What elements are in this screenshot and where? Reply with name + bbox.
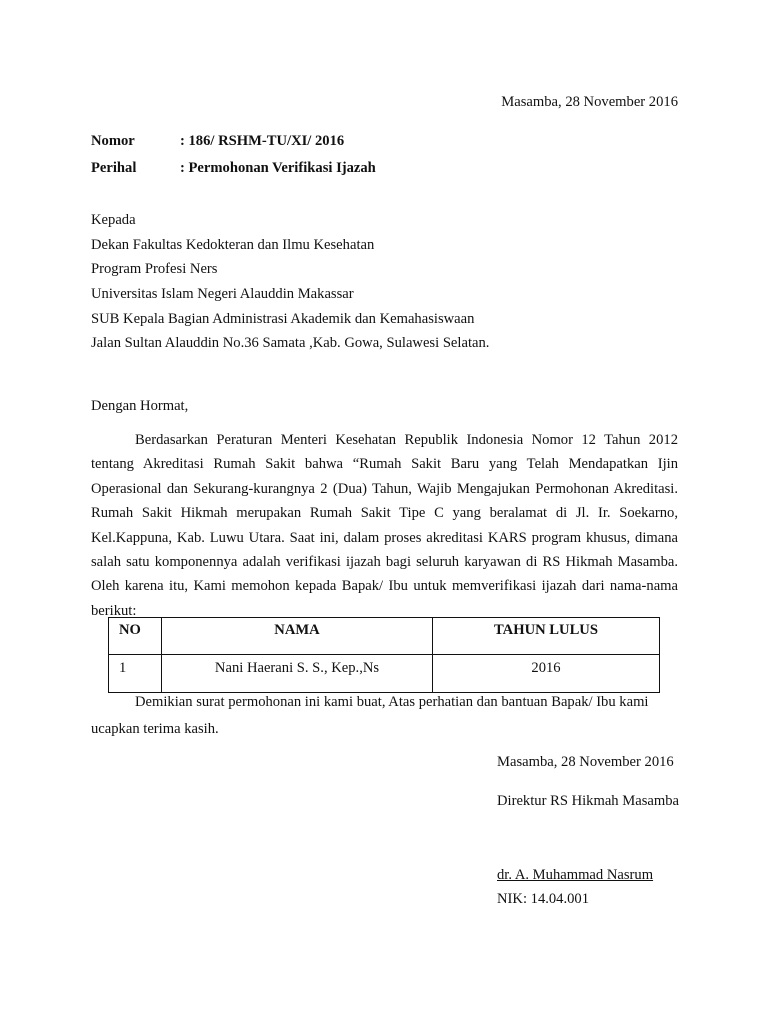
header-no: NO <box>109 618 162 655</box>
signatory-nik: NIK: 14.04.001 <box>497 891 590 907</box>
name-table <box>108 617 660 693</box>
table-row <box>109 655 660 693</box>
closing-paragraph: Demikian surat permohonan ini kami buat, Atas perhatian dan bantuan Bapak/ Ibu kami ucapkan terima kasih. <box>91 694 649 737</box>
recipient-line: Kepada <box>91 212 136 228</box>
recipient-line: Program Profesi Ners <box>91 261 218 277</box>
table-header-row <box>109 618 660 655</box>
recipient-line: Universitas Islam Negeri Alauddin Makassar <box>91 286 354 302</box>
perihal-value: : Permohonan Verifikasi Ijazah <box>180 160 376 176</box>
signature-title: Direktur RS Hikmah Masamba <box>497 793 679 809</box>
signatory-name: dr. A. Muhammad Nasrum <box>497 867 654 883</box>
nomor-label: Nomor <box>91 133 135 149</box>
signature-date: Masamba, 28 November 2016 <box>497 754 674 770</box>
nomor-value: : 186/ RSHM-TU/XI/ 2016 <box>180 133 345 149</box>
recipient-line: SUB Kepala Bagian Administrasi Akademik dan Kemahasiswaan <box>91 311 475 327</box>
perihal-label: Perihal <box>91 160 137 176</box>
cell-no: 1 <box>109 655 162 693</box>
letter-date: Masamba, 28 November 2016 <box>501 94 678 110</box>
body-paragraph: Berdasarkan Peraturan Menteri Kesehatan Republik Indonesia Nomor 12 Tahun 2012 tentang Akreditasi Rumah Sakit bahwa “Rumah Sakit Baru yang Telah Mendapatkan Ijin Operasional dan Sekurang-kurangnya 2 (Dua) Tahun, Wajib Mengajukan Permohonan Akreditasi. Rumah Sakit Hikmah merupakan Rumah Sakit Tipe C yang beralamat di Jl. Ir. Soekarno, Kel.Kappuna, Kab. Luwu Utara. Saat ini, dalam proses akreditasi KARS program khusus, dimana salah satu komponennya adalah verifikasi ijazah bagi seluruh karyawan di RS Hikmah Masamba. Oleh karena itu, Kami memohon kepada Bapak/ Ibu untuk memverifikasi ijazah dari nama-nama berikut: <box>91 432 678 619</box>
header-tahun-lulus: TAHUN LULUS <box>433 618 660 655</box>
cell-nama: Nani Haerani S. S., Kep.,Ns <box>162 655 433 693</box>
header-nama: NAMA <box>162 618 433 655</box>
greeting: Dengan Hormat, <box>91 398 189 414</box>
recipient-line: Jalan Sultan Alauddin No.36 Samata ,Kab. Gowa, Sulawesi Selatan. <box>91 335 490 351</box>
cell-tahun-lulus: 2016 <box>433 655 660 693</box>
recipient-line: Dekan Fakultas Kedokteran dan Ilmu Kesehatan <box>91 237 375 253</box>
